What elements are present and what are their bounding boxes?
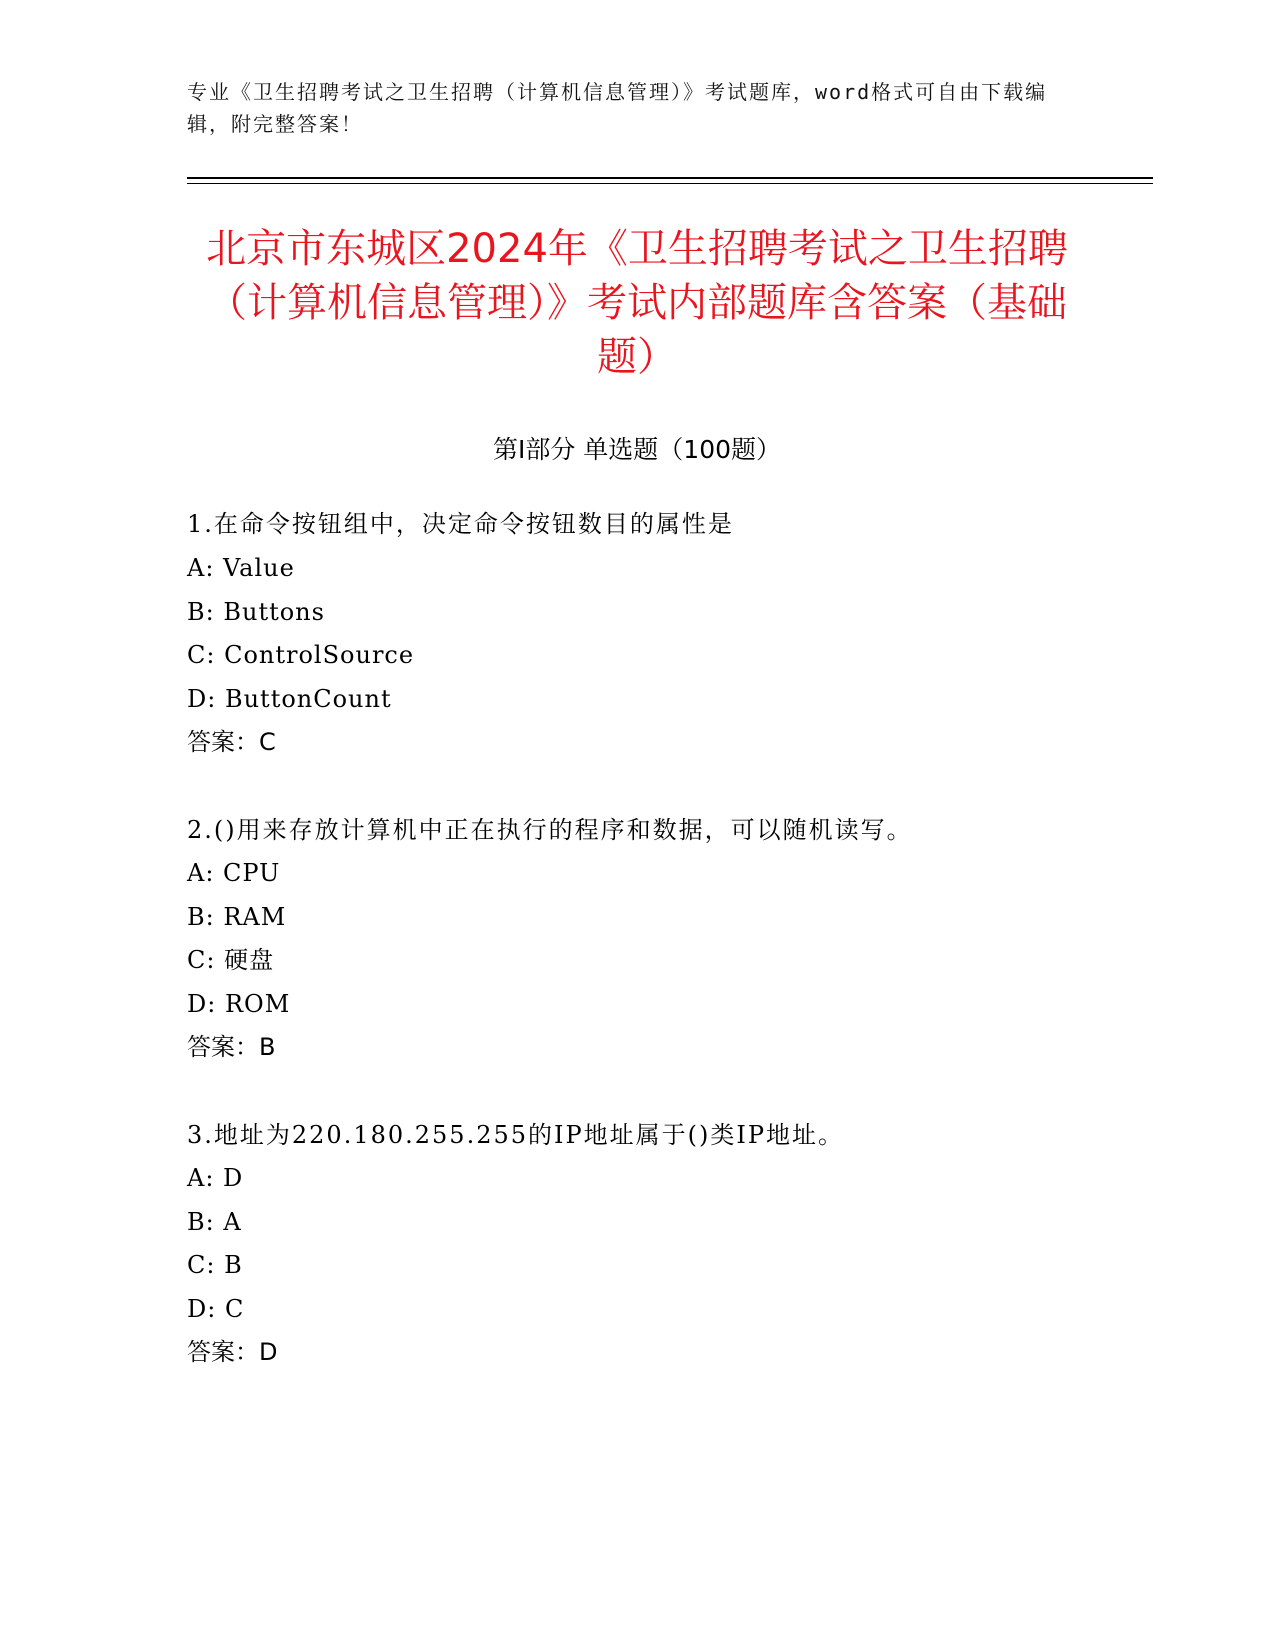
header-rule-thin [187, 183, 1153, 184]
question-option: C: 硬盘 [187, 946, 275, 974]
question-option: B: Buttons [187, 598, 325, 626]
question-option: D: ROM [187, 990, 291, 1018]
section-heading: 第Ⅰ部分 单选题（100题） [492, 435, 782, 464]
question-answer: 答案：C [187, 728, 276, 756]
question-option: D: ButtonCount [187, 685, 392, 713]
question-answer: 答案：B [187, 1033, 276, 1061]
question-option: A: Value [187, 554, 295, 582]
question-option: B: A [187, 1208, 242, 1236]
question-option: A: D [187, 1164, 244, 1192]
question-stem: 3.地址为220.180.255.255的IP地址属于()类IP地址。 [187, 1121, 845, 1149]
question-option: C: ControlSource [187, 641, 415, 669]
document-title: 北京市东城区2024年《卫生招聘考试之卫生招聘（计算机信息管理）》考试内部题库含答案（基础题） [206, 226, 1068, 380]
question-stem: 2.()用来存放计算机中正在执行的程序和数据，可以随机读写。 [187, 816, 913, 844]
header-note: 专业《卫生招聘考试之卫生招聘（计算机信息管理）》考试题库，word格式可自由下载编辑，附完整答案！ [187, 80, 1048, 136]
question-answer: 答案：D [187, 1338, 278, 1366]
header-rule-thick [187, 177, 1153, 179]
question-option: B: RAM [187, 903, 287, 931]
question-option: C: B [187, 1251, 243, 1279]
question-stem: 1.在命令按钮组中，决定命令按钮数目的属性是 [187, 510, 734, 538]
question-option: A: CPU [187, 859, 281, 887]
question-option: D: C [187, 1295, 245, 1323]
